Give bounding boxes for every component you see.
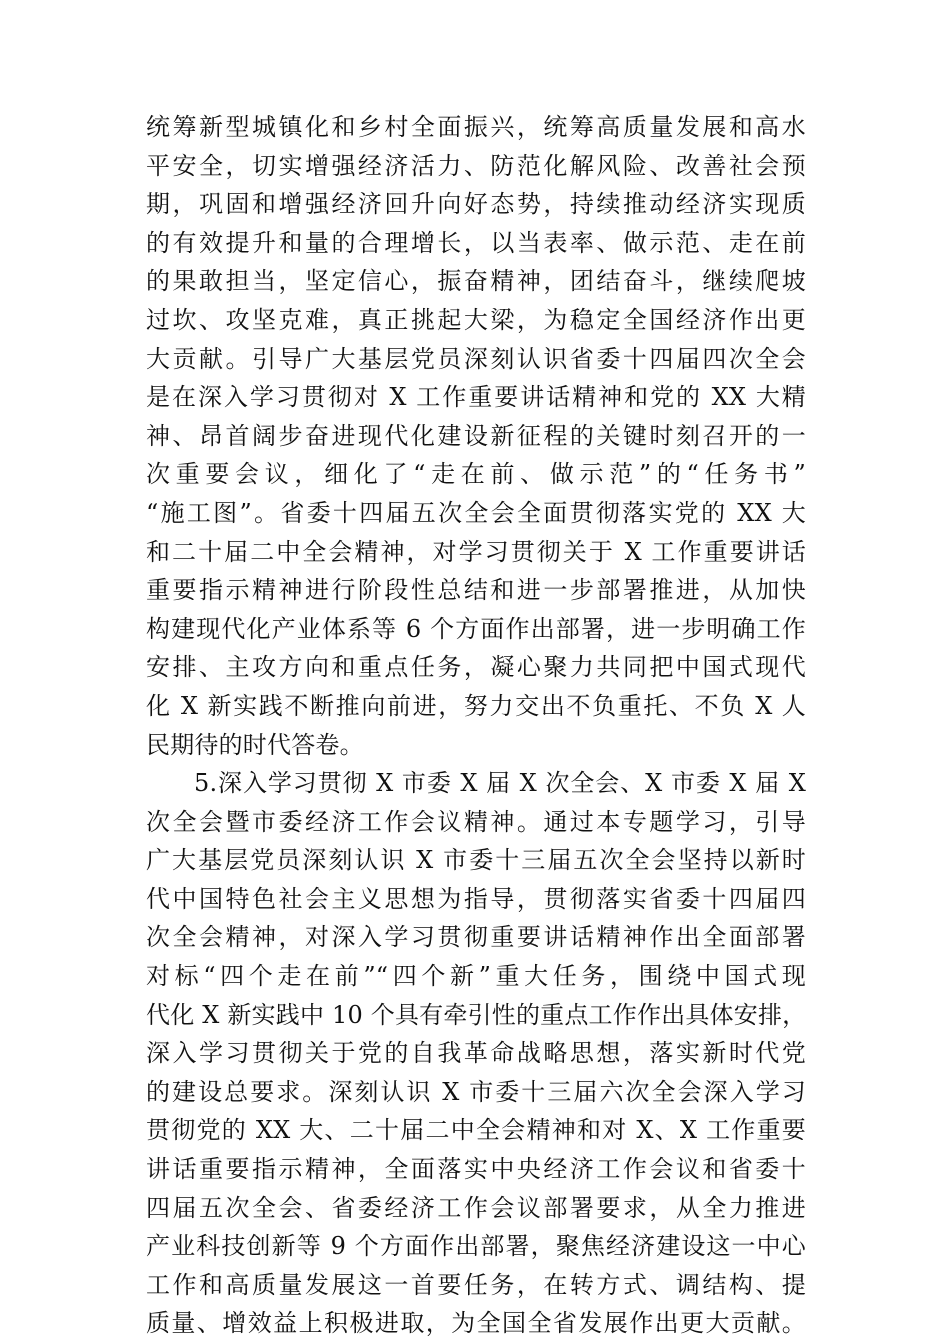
text-line: 贯彻党的 XX 大、二十届二中全会精神和对 X、X 工作重要 xyxy=(146,1116,806,1145)
text-line: 的建设总要求。深刻认识 X 市委十三届六次全会深入学习 xyxy=(146,1077,806,1106)
text-line: 构建现代化产业体系等 6 个方面作出部署，进一步明确工作 xyxy=(146,614,806,643)
text-line: 过坎、攻坚克难，真正挑起大梁，为稳定全国经济作出更 xyxy=(146,305,806,334)
document-body xyxy=(146,108,806,1343)
text-line: 次全会精神，对深入学习贯彻重要讲话精神作出全面部署 xyxy=(146,923,806,952)
text-line: 广大基层党员深刻认识 X 市委十三届五次全会坚持以新时 xyxy=(146,846,806,875)
text-line: 5.深入学习贯彻 X 市委 X 届 X 次全会、X 市委 X 届 X xyxy=(194,769,806,798)
paragraph-1 xyxy=(146,108,806,764)
text-line: 次重要会议，细化了“走在前、做示范”的“任务书” xyxy=(146,460,806,489)
text-line: 是在深入学习贯彻对 X 工作重要讲话精神和党的 XX 大精 xyxy=(146,383,806,412)
text-line: 大贡献。引导广大基层党员深刻认识省委十四届四次全会 xyxy=(146,344,806,373)
text-line: “施工图”。省委十四届五次全会全面贯彻落实党的 XX 大 xyxy=(146,498,806,527)
text-line: 对标“四个走在前”“四个新”重大任务，围绕中国式现 xyxy=(146,962,806,991)
text-line: 重要指示精神进行阶段性总结和进一步部署推进，从加快 xyxy=(146,576,806,605)
text-line: 和二十届二中全会精神，对学习贯彻关于 X 工作重要讲话 xyxy=(146,537,806,566)
text-line: 的有效提升和量的合理增长，以当表率、做示范、走在前 xyxy=(146,228,806,257)
text-line: 民期待的时代答卷。 xyxy=(146,730,364,759)
text-line: 代化 X 新实践中 10 个具有牵引性的重点工作作出具体安排， xyxy=(146,1000,807,1029)
text-line: 的果敢担当，坚定信心，振奋精神，团结奋斗，继续爬坡 xyxy=(146,267,806,296)
text-line: 安排、主攻方向和重点任务，凝心聚力共同把中国式现代 xyxy=(146,653,806,682)
text-line: 代中国特色社会主义思想为指导，贯彻落实省委十四届四 xyxy=(146,884,806,913)
text-line: 化 X 新实践不断推向前进，努力交出不负重托、不负 X 人 xyxy=(146,691,806,720)
text-line: 四届五次全会、省委经济工作会议部署要求，从全力推进 xyxy=(146,1193,806,1222)
text-line: 产业科技创新等 9 个方面作出部署，聚焦经济建设这一中心 xyxy=(146,1232,806,1261)
text-line: 次全会暨市委经济工作会议精神。通过本专题学习，引导 xyxy=(146,807,806,836)
paragraph-2 xyxy=(146,764,806,1343)
text-line: 质量、增效益上积极进取，为全国全省发展作出更大贡献。 xyxy=(146,1309,806,1338)
text-line: 平安全，切实增强经济活力、防范化解风险、改善社会预 xyxy=(146,151,806,180)
paragraph-container xyxy=(146,108,806,1343)
text-line: 讲话重要指示精神，全面落实中央经济工作会议和省委十 xyxy=(146,1155,806,1184)
text-line: 期，巩固和增强经济回升向好态势，持续推动经济实现质 xyxy=(146,190,806,219)
text-line: 工作和高质量发展这一首要任务，在转方式、调结构、提 xyxy=(146,1270,806,1299)
text-line: 神、昂首阔步奋进现代化建设新征程的关键时刻召开的一 xyxy=(146,421,806,450)
text-line: 深入学习贯彻关于党的自我革命战略思想，落实新时代党 xyxy=(146,1039,806,1068)
text-line: 统筹新型城镇化和乡村全面振兴，统筹高质量发展和高水 xyxy=(146,113,806,141)
